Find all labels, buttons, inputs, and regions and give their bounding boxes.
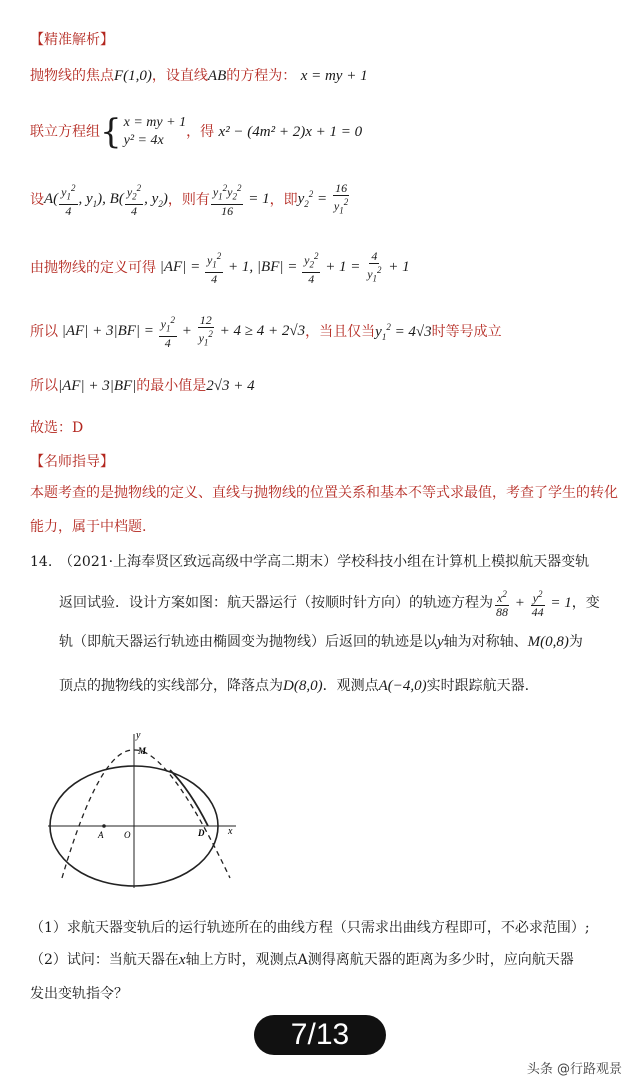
math-sum: |AF| + 3|BF| [58,378,137,394]
guide-heading: 【名师指导】 [30,454,114,470]
watermark: 头条 @行路观景 [526,1062,622,1077]
x-axis-label: x [228,826,233,837]
text: 所以 [30,324,58,340]
solution-line-definition [30,248,410,288]
system-row-2: y² = 4x [123,133,164,148]
solution-answer: 故选：D [30,420,84,436]
math-ab: AB [207,68,227,84]
solution-line-min [30,376,255,396]
problem-14-number: 14. [30,554,53,570]
text: 联立方程组 [30,124,100,140]
label-m: M [138,746,147,756]
parabola-solid [170,770,208,826]
text: 为 [568,634,583,650]
question-1: （1）求航天器变轨后的运行轨迹所在的曲线方程（只需求出曲线方程即可，不必求范围）; [30,920,590,936]
question-2 [30,950,574,970]
text: 轴为对称轴、 [443,634,528,650]
text: 轴上方时，观测点A测得离航天器的距离为多少时，应向航天器 [185,952,574,968]
label-d: D [198,828,205,838]
problem-14-line4 [59,676,529,696]
text: 顶点的抛物线的实线部分，降落点为 [59,678,283,694]
text: 的方程为： [226,68,297,84]
math-d: D(8,0) [283,678,323,694]
math-m: M(0,8) [527,634,569,650]
label-o: O [124,830,131,840]
text: ，得 [186,124,215,140]
math-distances: |AF| = $\frac{y_1^2}{4}$ + 1, |BF| = $\frac{y_2^2}{4}$ + 1 = $\frac{4}{y_1^2}$ + 1 [156,249,410,286]
text: 返回试验．设计方案如图：航天器运行（按顺时针方向）的轨迹方程为 [59,595,493,611]
problem-14-line2 [59,588,600,618]
text: ，当且仅当 [305,324,376,340]
text: ．观测点 [322,678,379,694]
text: 的最小值是 [136,378,207,394]
solution-line-focus [30,66,368,86]
solution-heading: 【精准解析】 [30,32,114,48]
solution-line-system [30,112,362,152]
text: ，变 [571,595,600,611]
problem-14-line1: （2021·上海奉贤区致远高级中学高二期末）学校科技小组在计算机上模拟航天器变轨 [59,554,590,570]
y-axis-label: y [136,730,141,741]
math-focus: F(1,0) [114,68,152,84]
label-a: A [98,830,104,840]
math-a: A(−4,0) [378,678,427,694]
text: ，即 [269,192,298,208]
math-quadratic: x² − (4m² + 2)x + 1 = 0 [218,124,363,140]
math-equality-cond: $y_1^2 = 4√3$ [375,322,432,342]
math-ellipse: $\frac{x^2}{88}$ + $\frac{y^2}{44}$ = 1 [496,588,572,619]
math-product: $\frac{y_1^2y_2^2}{16}$ = 1 [212,183,270,218]
problem-14-line3 [59,632,583,652]
text: 由抛物线的定义可得 [30,260,156,276]
text: ，则有 [167,192,210,208]
page-indicator[interactable]: 7/13 [254,1015,386,1055]
text: 抛物线的焦点 [30,68,114,84]
math-line-eq: x = my + 1 [300,68,368,84]
math-x: x [178,952,186,968]
solution-line-inequality [30,312,502,352]
solution-line-points [30,180,351,220]
math-inequality: |AF| + 3|BF| = $\frac{y_1^2}{4}$ + $\frac{12}{y_1^2}$ + 4 ≥ 4 + 2√3 [58,313,306,350]
text: ，设直线 [151,68,208,84]
math-min-value: 2√3 + 4 [206,378,255,394]
equation-system: { x = my + 1 y² = 4x [100,112,187,152]
orbit-figure [40,728,250,898]
system-row-1: x = my + 1 [123,115,187,130]
point-a [102,824,106,828]
text: 所以 [30,378,58,394]
text: 时等号成立 [431,324,502,340]
question-2-cont: 发出变轨指令？ [30,986,128,1002]
math-points: A( $\frac{y_1^2}{4}$ , $y_1$), B( $\frac{y_2^2}{4}$ , $y_2$) [44,183,168,218]
guide-paragraph: 本题考查的是抛物线的定义、直线与抛物线的位置关系和基本不等式求最值，考查了学生的转化能力，属于中档题. [30,485,618,535]
text: 设 [30,192,44,208]
text: （2）试问：当航天器在 [30,952,179,968]
math-y: y [437,634,444,650]
math-y2sq: $y_2^2$ = $\frac{16}{y_1^2}$ [297,181,349,216]
text: 轨（即航天器运行轨迹由椭圆变为抛物线）后返回的轨迹是以 [59,634,437,650]
text: 实时跟踪航天器. [426,678,530,694]
